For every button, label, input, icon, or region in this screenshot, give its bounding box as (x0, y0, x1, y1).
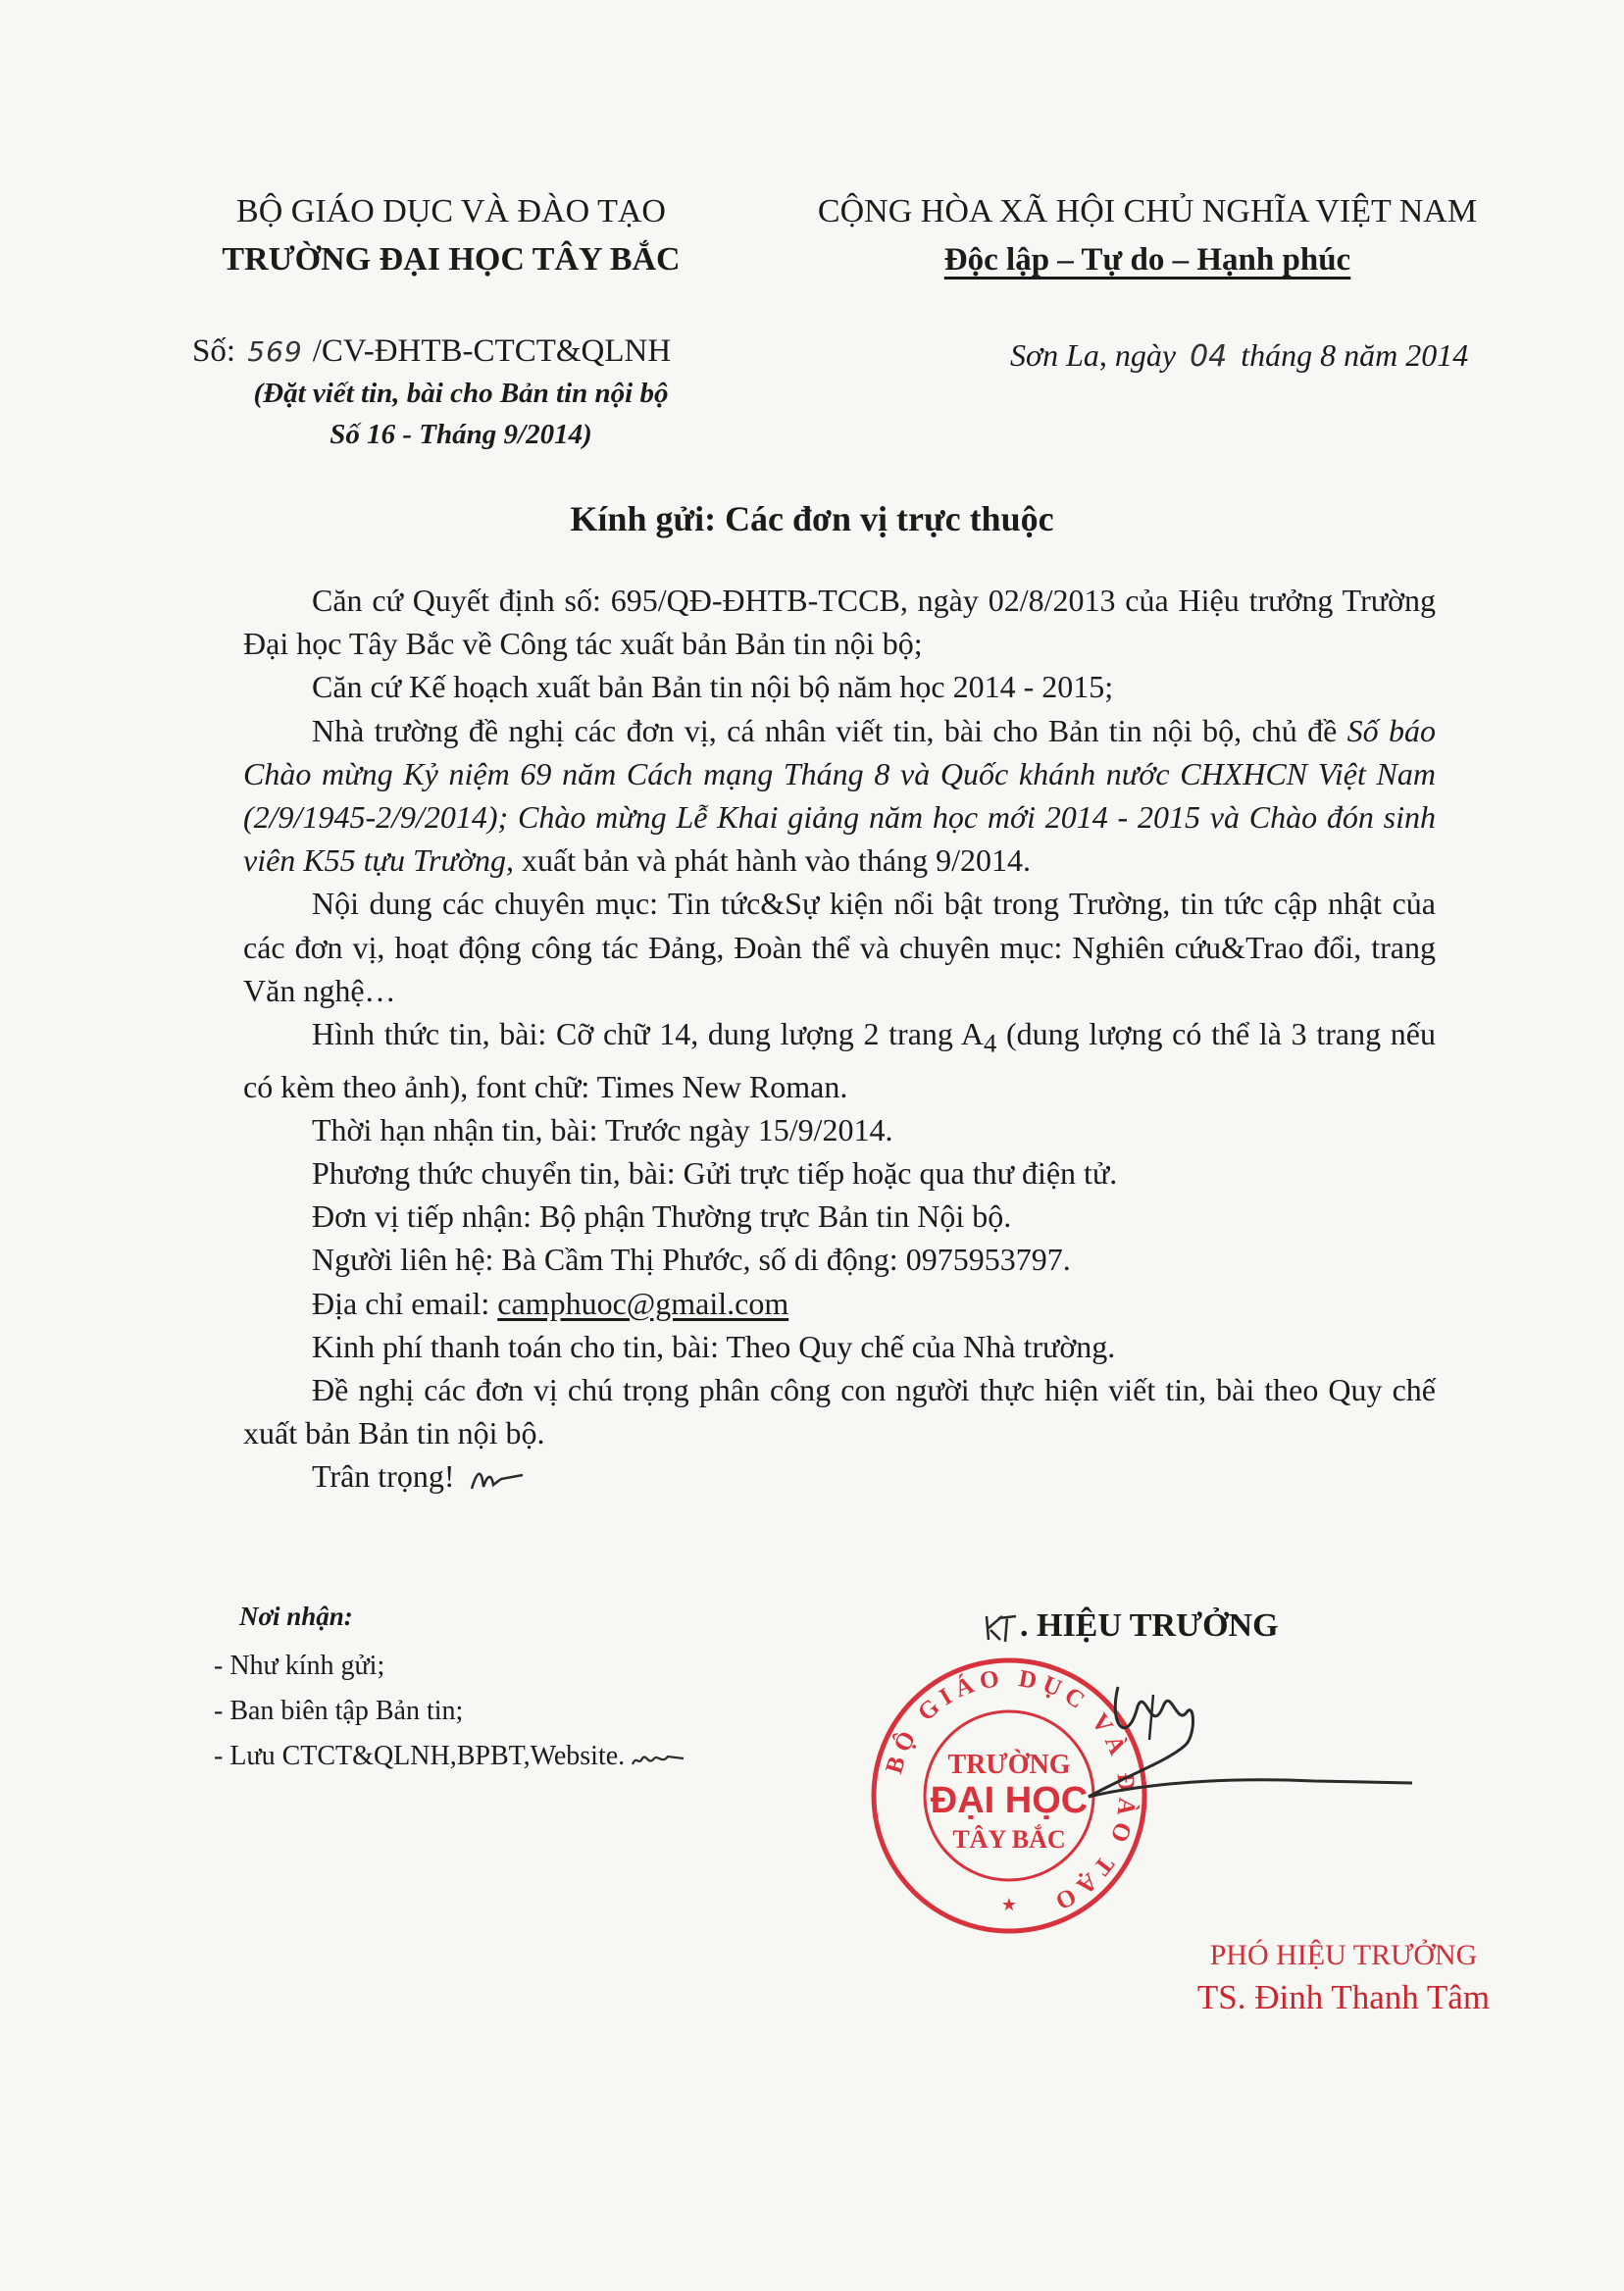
paragraph-closing-request: Đề nghị các đơn vị chú trọng phân công con người thực hiện viết tin, bài theo Quy chế xuất bản Bản tin nội bộ. (243, 1372, 1436, 1451)
paragraph-request (243, 709, 1436, 883)
dateline (1010, 333, 1468, 379)
request-theme: Số báo Chào mừng Kỷ niệm 69 năm Cách mạng Tháng 8 và Quốc khánh nước CHXHCN Việt Nam (2/9/1945-2/9/2014); Chào mừng Lễ Khai giảng năm học mới 2014 - 2015 và Chào đón sinh viên K55 tựu Trường, (243, 712, 1437, 879)
school-name: TRƯỜNG ĐẠI HỌC TÂY BẮC (222, 241, 681, 278)
initial-mark-icon (468, 1465, 527, 1495)
paragraph-receiver: Đơn vị tiếp nhận: Bộ phận Thường trực Bản tin Nội bộ. (312, 1198, 1012, 1235)
recipient-item: - Như kính gửi; (214, 1651, 385, 1681)
signer-role: PHÓ HIỆU TRƯỞNG (1209, 1939, 1478, 1971)
paragraph-method: Phương thức chuyển tin, bài: Gửi trực tiếp hoặc qua thư điện tử. (312, 1155, 1118, 1192)
seal-line-3: TÂY BẮC (952, 1825, 1066, 1854)
dateline-prefix: Sơn La, ngày (1010, 337, 1177, 373)
format-subscript: 4 (983, 1028, 997, 1058)
archive-initial-icon (629, 1745, 687, 1772)
request-text-end: xuất bản và phát hành vào tháng 9/2014. (514, 842, 1031, 879)
kt-handwritten-icon (981, 1610, 1020, 1646)
subject-line-1: (Đặt viết tin, bài cho Bản tin nội bộ (253, 378, 669, 409)
paragraph-legal-basis-1: Căn cứ Quyết định số: 695/QĐ-ĐHTB-TCCB, ngày 02/8/2013 của Hiệu trưởng Trường Đại học Tây Bắc về Công tác xuất bản Bản tin nội bộ; (243, 583, 1436, 662)
paragraph-legal-basis-2: Căn cứ Kế hoạch xuất bản Bản tin nội bộ năm học 2014 - 2015; (312, 669, 1114, 705)
paragraph-regards (243, 1454, 1436, 1498)
handwritten-number: 569 (247, 335, 303, 368)
handwritten-day: 04 (1190, 339, 1228, 374)
regards-text: Trân trọng! (312, 1458, 455, 1495)
recipient-item: - Ban biên tập Bản tin; (214, 1696, 464, 1726)
email-label: Địa chỉ email: (312, 1285, 498, 1321)
document-subject (206, 373, 716, 455)
recipients-list (214, 1644, 687, 1779)
request-text-start: Nhà trường đề nghị các đơn vị, cá nhân viết tin, bài cho Bản tin nội bộ, chủ đề (312, 712, 1347, 748)
issuer-header (177, 188, 726, 284)
signature-title-text: . HIỆU TRƯỞNG (1020, 1607, 1279, 1644)
paragraph-email (243, 1282, 1436, 1325)
format-text-start: Hình thức tin, bài: Cỡ chữ 14, dung lượng 2 trang A (312, 1016, 984, 1052)
letter-body (243, 579, 1436, 1499)
paragraph-deadline: Thời hạn nhận tin, bài: Trước ngày 15/9/2014. (312, 1111, 893, 1147)
document-code: /CV-ĐHTB-CTCT&QLNH (312, 333, 672, 369)
paragraph-format (243, 1012, 1436, 1108)
nation-name: CỘNG HÒA XÃ HỘI CHỦ NGHĨA VIỆT NAM (817, 193, 1478, 229)
svg-text:BỘ GIÁO DỤC VÀ ĐÀO TẠO: BỘ GIÁO DỤC VÀ ĐÀO TẠO (881, 1664, 1141, 1917)
seal-line-1: TRƯỜNG (947, 1750, 1071, 1780)
document-number-prefix: Số: (192, 333, 236, 369)
handwritten-signature-icon (1069, 1667, 1422, 1834)
national-motto: Độc lập – Tự do – Hạnh phúc (943, 242, 1351, 278)
recipient-item-text: - Lưu CTCT&QLNH,BPBT,Website. (214, 1741, 626, 1771)
subject-line-2: Số 16 - Tháng 9/2014) (330, 419, 592, 450)
ministry-name: BỘ GIÁO DỤC VÀ ĐÀO TẠO (236, 193, 666, 229)
document-number (192, 330, 671, 374)
recipients-title: Nơi nhận: (239, 1602, 353, 1631)
svg-text:★: ★ (1000, 1895, 1018, 1915)
format-text-end: (dung lượng có thể là 3 trang nếu có kèm theo ảnh), font chữ: Times New Roman. (243, 1016, 1437, 1104)
paragraph-sections: Nội dung các chuyên mục: Tin tức&Sự kiện nổi bật trong Trường, tin tức cập nhật của các đơn vị, hoạt động công tác Đảng, Đoàn thể và chuyên mục: Nghiên cứu&Trao đổi, trang Văn nghệ… (243, 886, 1436, 1008)
dateline-suffix: tháng 8 năm 2014 (1241, 337, 1469, 373)
signer-name: TS. Đinh Thanh Tâm (1196, 1978, 1491, 2016)
signature-title (981, 1603, 1279, 1650)
paragraph-funding: Kinh phí thanh toán cho tin, bài: Theo Quy chế của Nhà trường. (312, 1328, 1116, 1364)
seal-line-2: ĐẠI HỌC (930, 1780, 1089, 1821)
email-link[interactable]: camphuoc@gmail.com (497, 1285, 789, 1321)
paragraph-contact: Người liên hệ: Bà Cầm Thị Phước, số di động: 0975953797. (312, 1242, 1071, 1278)
recipient-line: Kính gửi: Các đơn vị trực thuộc (570, 499, 1054, 538)
recipient-item (214, 1734, 687, 1779)
national-header (765, 188, 1530, 284)
